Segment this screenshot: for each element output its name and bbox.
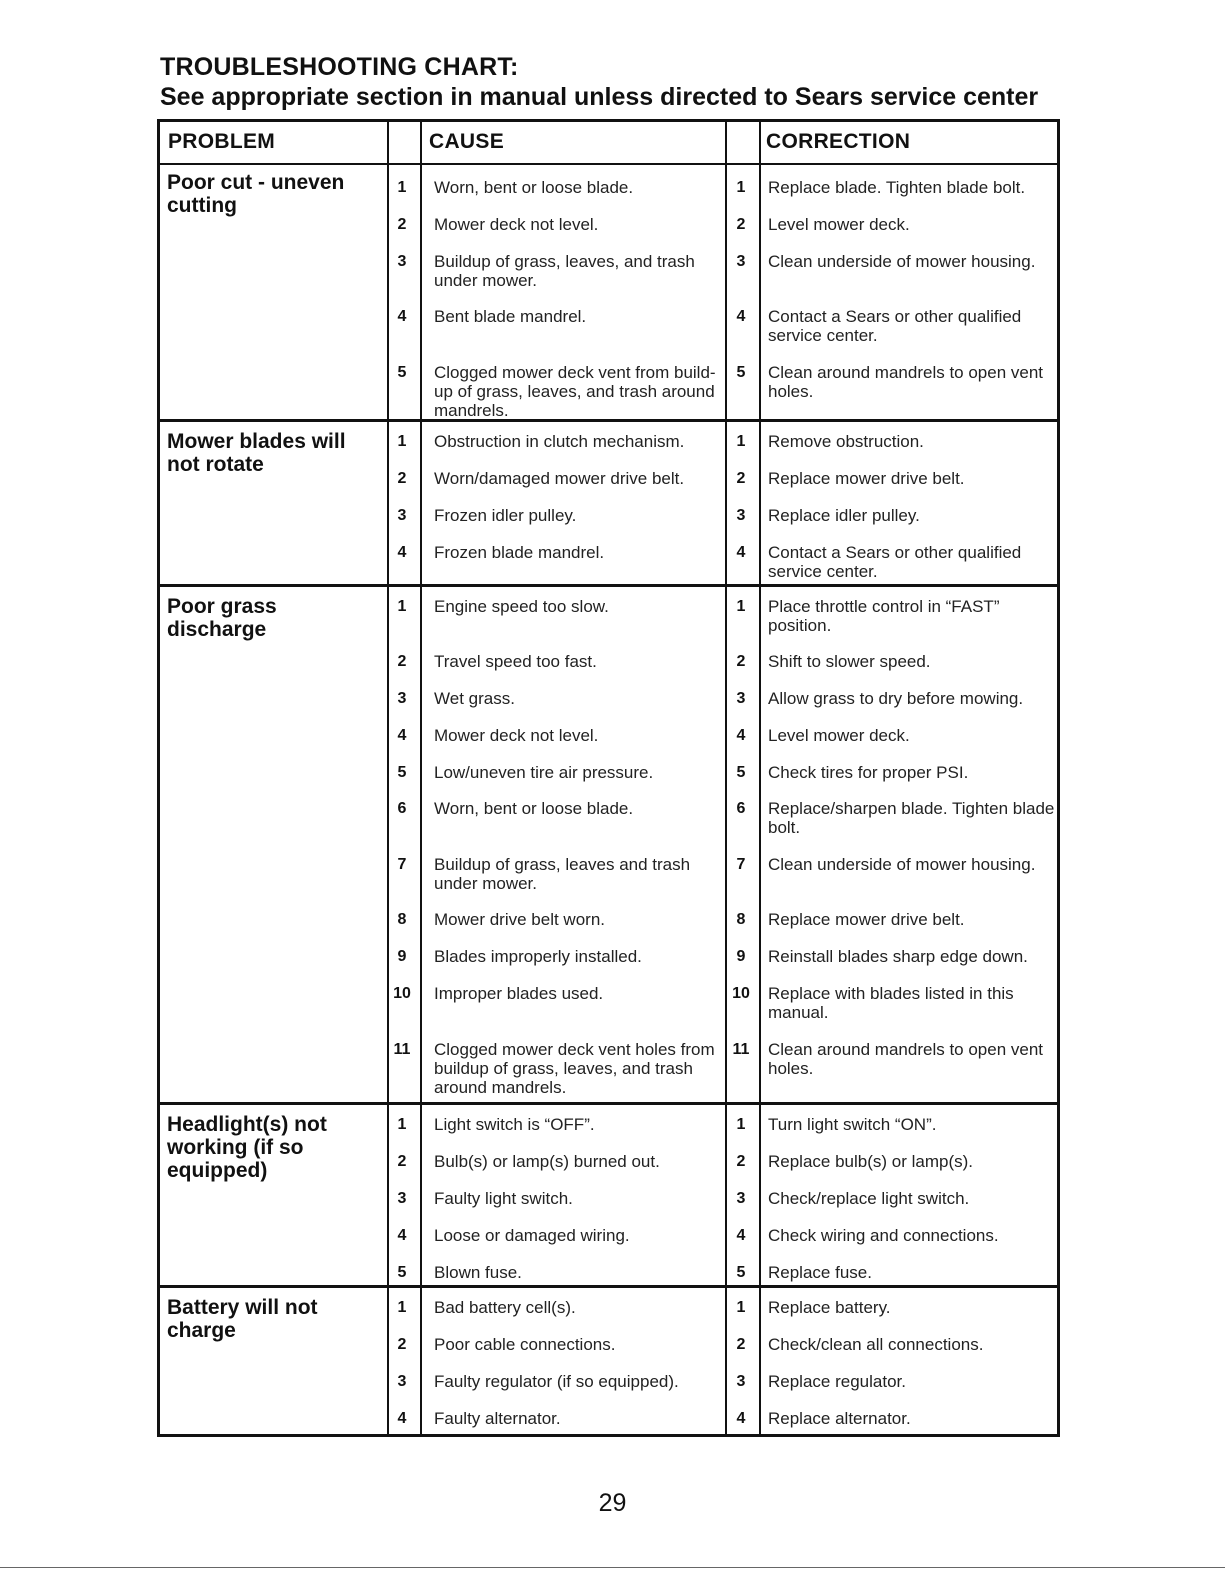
cause-number: 2 [397,1153,407,1170]
cause-number: 4 [397,1227,407,1244]
cause-text: Faulty alternator. [434,1409,561,1428]
cause-text: Frozen blade mandrel. [434,543,605,562]
correction-text: Check/clean all connections. [768,1335,984,1354]
cause-number: 4 [397,308,407,325]
cause-number: 4 [397,1410,407,1427]
correction-number: 2 [736,470,746,487]
correction-number: 3 [736,507,746,524]
cause-text: Mower drive belt worn. [434,910,606,929]
correction-text: Clean underside of mower housing. [768,855,1036,874]
cause-number: 5 [397,764,407,781]
correction-text: Contact a Sears or other qualified service center. [768,543,1022,581]
cause-text: Loose or damaged wiring. [434,1226,630,1245]
cause-number: 4 [397,544,407,561]
cause-text: Bad battery cell(s). [434,1298,576,1317]
cause-number: 2 [397,216,407,233]
cause-text: Light switch is “OFF”. [434,1115,595,1134]
correction-text: Allow grass to dry before mowing. [768,689,1024,708]
cause-text: Engine speed too slow. [434,597,609,616]
cause-number: 8 [397,911,407,928]
cause-text: Worn/damaged mower drive belt. [434,469,685,488]
correction-number: 1 [736,598,746,615]
cause-text: Improper blades used. [434,984,604,1003]
correction-number: 2 [736,653,746,670]
cause-number: 2 [397,653,407,670]
cause-number: 1 [397,179,407,196]
correction-text: Level mower deck. [768,726,910,745]
cause-number: 5 [397,364,407,381]
correction-text: Replace with blades listed in this manual. [768,984,1014,1022]
header-cause: CAUSE [429,130,505,153]
correction-number: 4 [736,727,746,744]
cause-number: 1 [397,1299,407,1316]
correction-text: Check tires for proper PSI. [768,763,969,782]
correction-text: Replace mower drive belt. [768,469,965,488]
correction-text: Check/replace light switch. [768,1189,970,1208]
cause-number: 1 [397,433,407,450]
cause-text: Obstruction in clutch mechanism. [434,432,685,451]
cause-number: 3 [397,507,407,524]
chart-title: TROUBLESHOOTING CHART: [160,53,519,81]
cause-number: 11 [393,1041,411,1058]
cause-number: 2 [397,1336,407,1353]
correction-number: 1 [736,179,746,196]
cause-number: 5 [397,1264,407,1281]
correction-text: Replace/sharpen blade. Tighten blade bolt. [768,799,1055,837]
problem-group [160,1288,1057,1437]
problem-group [160,163,1057,422]
troubleshooting-table [157,119,1060,1437]
cause-text: Worn, bent or loose blade. [434,178,634,197]
cause-text: Poor cable connections. [434,1335,616,1354]
cause-text: Buildup of grass, leaves, and trash under mower. [434,252,695,290]
problem-label: Poor grass discharge [167,595,277,641]
cause-text: Low/uneven tire air pressure. [434,763,654,782]
header-problem: PROBLEM [168,130,276,153]
correction-number: 1 [736,1116,746,1133]
cause-text: Faulty light switch. [434,1189,573,1208]
cause-text: Faulty regulator (if so equipped). [434,1372,679,1391]
correction-text: Check wiring and connections. [768,1226,999,1245]
problem-label: Headlight(s) not working (if so equipped) [167,1113,327,1182]
correction-text: Level mower deck. [768,215,910,234]
cause-number: 2 [397,470,407,487]
bottom-rule [0,1567,1225,1568]
correction-number: 4 [736,544,746,561]
correction-text: Replace alternator. [768,1409,911,1428]
correction-number: 5 [736,1264,746,1281]
correction-text: Clean underside of mower housing. [768,252,1036,271]
correction-text: Clean around mandrels to open vent holes. [768,363,1044,401]
correction-number: 3 [736,1373,746,1390]
correction-number: 7 [736,856,746,873]
cause-text: Clogged mower deck vent holes from buildup of grass, leaves, and trash around mandrels. [434,1040,715,1097]
correction-text: Replace blade. Tighten blade bolt. [768,178,1026,197]
correction-text: Clean around mandrels to open vent holes. [768,1040,1044,1078]
correction-text: Replace bulb(s) or lamp(s). [768,1152,974,1171]
cause-number: 3 [397,1190,407,1207]
cause-number: 6 [397,800,407,817]
problem-label: Mower blades will not rotate [167,430,346,476]
page-number: 29 [598,1489,627,1517]
correction-number: 4 [736,1227,746,1244]
problem-group [160,422,1057,587]
cause-number: 1 [397,1116,407,1133]
problem-group [160,587,1057,1105]
correction-number: 2 [736,1336,746,1353]
cause-number: 3 [397,1373,407,1390]
cause-number: 3 [397,690,407,707]
cause-text: Buildup of grass, leaves and trash under mower. [434,855,691,893]
cause-text: Wet grass. [434,689,515,708]
correction-number: 2 [736,1153,746,1170]
header-correction: CORRECTION [766,130,911,153]
correction-text: Replace fuse. [768,1263,872,1282]
correction-text: Turn light switch “ON”. [768,1115,937,1134]
cause-text: Bent blade mandrel. [434,307,587,326]
correction-text: Replace regulator. [768,1372,906,1391]
cause-number: 9 [397,948,407,965]
correction-text: Remove obstruction. [768,432,924,451]
correction-number: 3 [736,690,746,707]
chart-subtitle: See appropriate section in manual unless directed to Sears service center [160,83,1039,111]
correction-number: 2 [736,216,746,233]
cause-number: 1 [397,598,407,615]
correction-number: 11 [732,1041,750,1058]
correction-number: 9 [736,948,746,965]
correction-number: 5 [736,764,746,781]
problem-label: Battery will not charge [167,1296,318,1342]
correction-text: Place throttle control in “FAST” position. [768,597,1000,635]
cause-text: Blown fuse. [434,1263,522,1282]
correction-number: 3 [736,1190,746,1207]
cause-number: 7 [397,856,407,873]
cause-text: Frozen idler pulley. [434,506,577,525]
cause-text: Blades improperly installed. [434,947,642,966]
cause-number: 10 [393,985,411,1002]
correction-text: Replace mower drive belt. [768,910,965,929]
correction-number: 1 [736,433,746,450]
problem-label: Poor cut - uneven cutting [167,171,345,217]
cause-number: 3 [397,253,407,270]
correction-number: 6 [736,800,746,817]
correction-text: Replace battery. [768,1298,891,1317]
cause-number: 4 [397,727,407,744]
correction-text: Replace idler pulley. [768,506,920,525]
table-header [160,122,1057,165]
cause-text: Mower deck not level. [434,726,599,745]
correction-number: 10 [732,985,750,1002]
cause-text: Mower deck not level. [434,215,599,234]
correction-text: Reinstall blades sharp edge down. [768,947,1028,966]
correction-text: Contact a Sears or other qualified service center. [768,307,1022,345]
correction-number: 4 [736,1410,746,1427]
problem-group [160,1105,1057,1288]
correction-number: 4 [736,308,746,325]
correction-number: 5 [736,364,746,381]
correction-number: 8 [736,911,746,928]
correction-text: Shift to slower speed. [768,652,931,671]
cause-text: Clogged mower deck vent from build-up of grass, leaves, and trash around mandrels. [434,363,716,420]
cause-text: Travel speed too fast. [434,652,597,671]
correction-number: 1 [736,1299,746,1316]
correction-number: 3 [736,253,746,270]
cause-text: Bulb(s) or lamp(s) burned out. [434,1152,660,1171]
cause-text: Worn, bent or loose blade. [434,799,634,818]
